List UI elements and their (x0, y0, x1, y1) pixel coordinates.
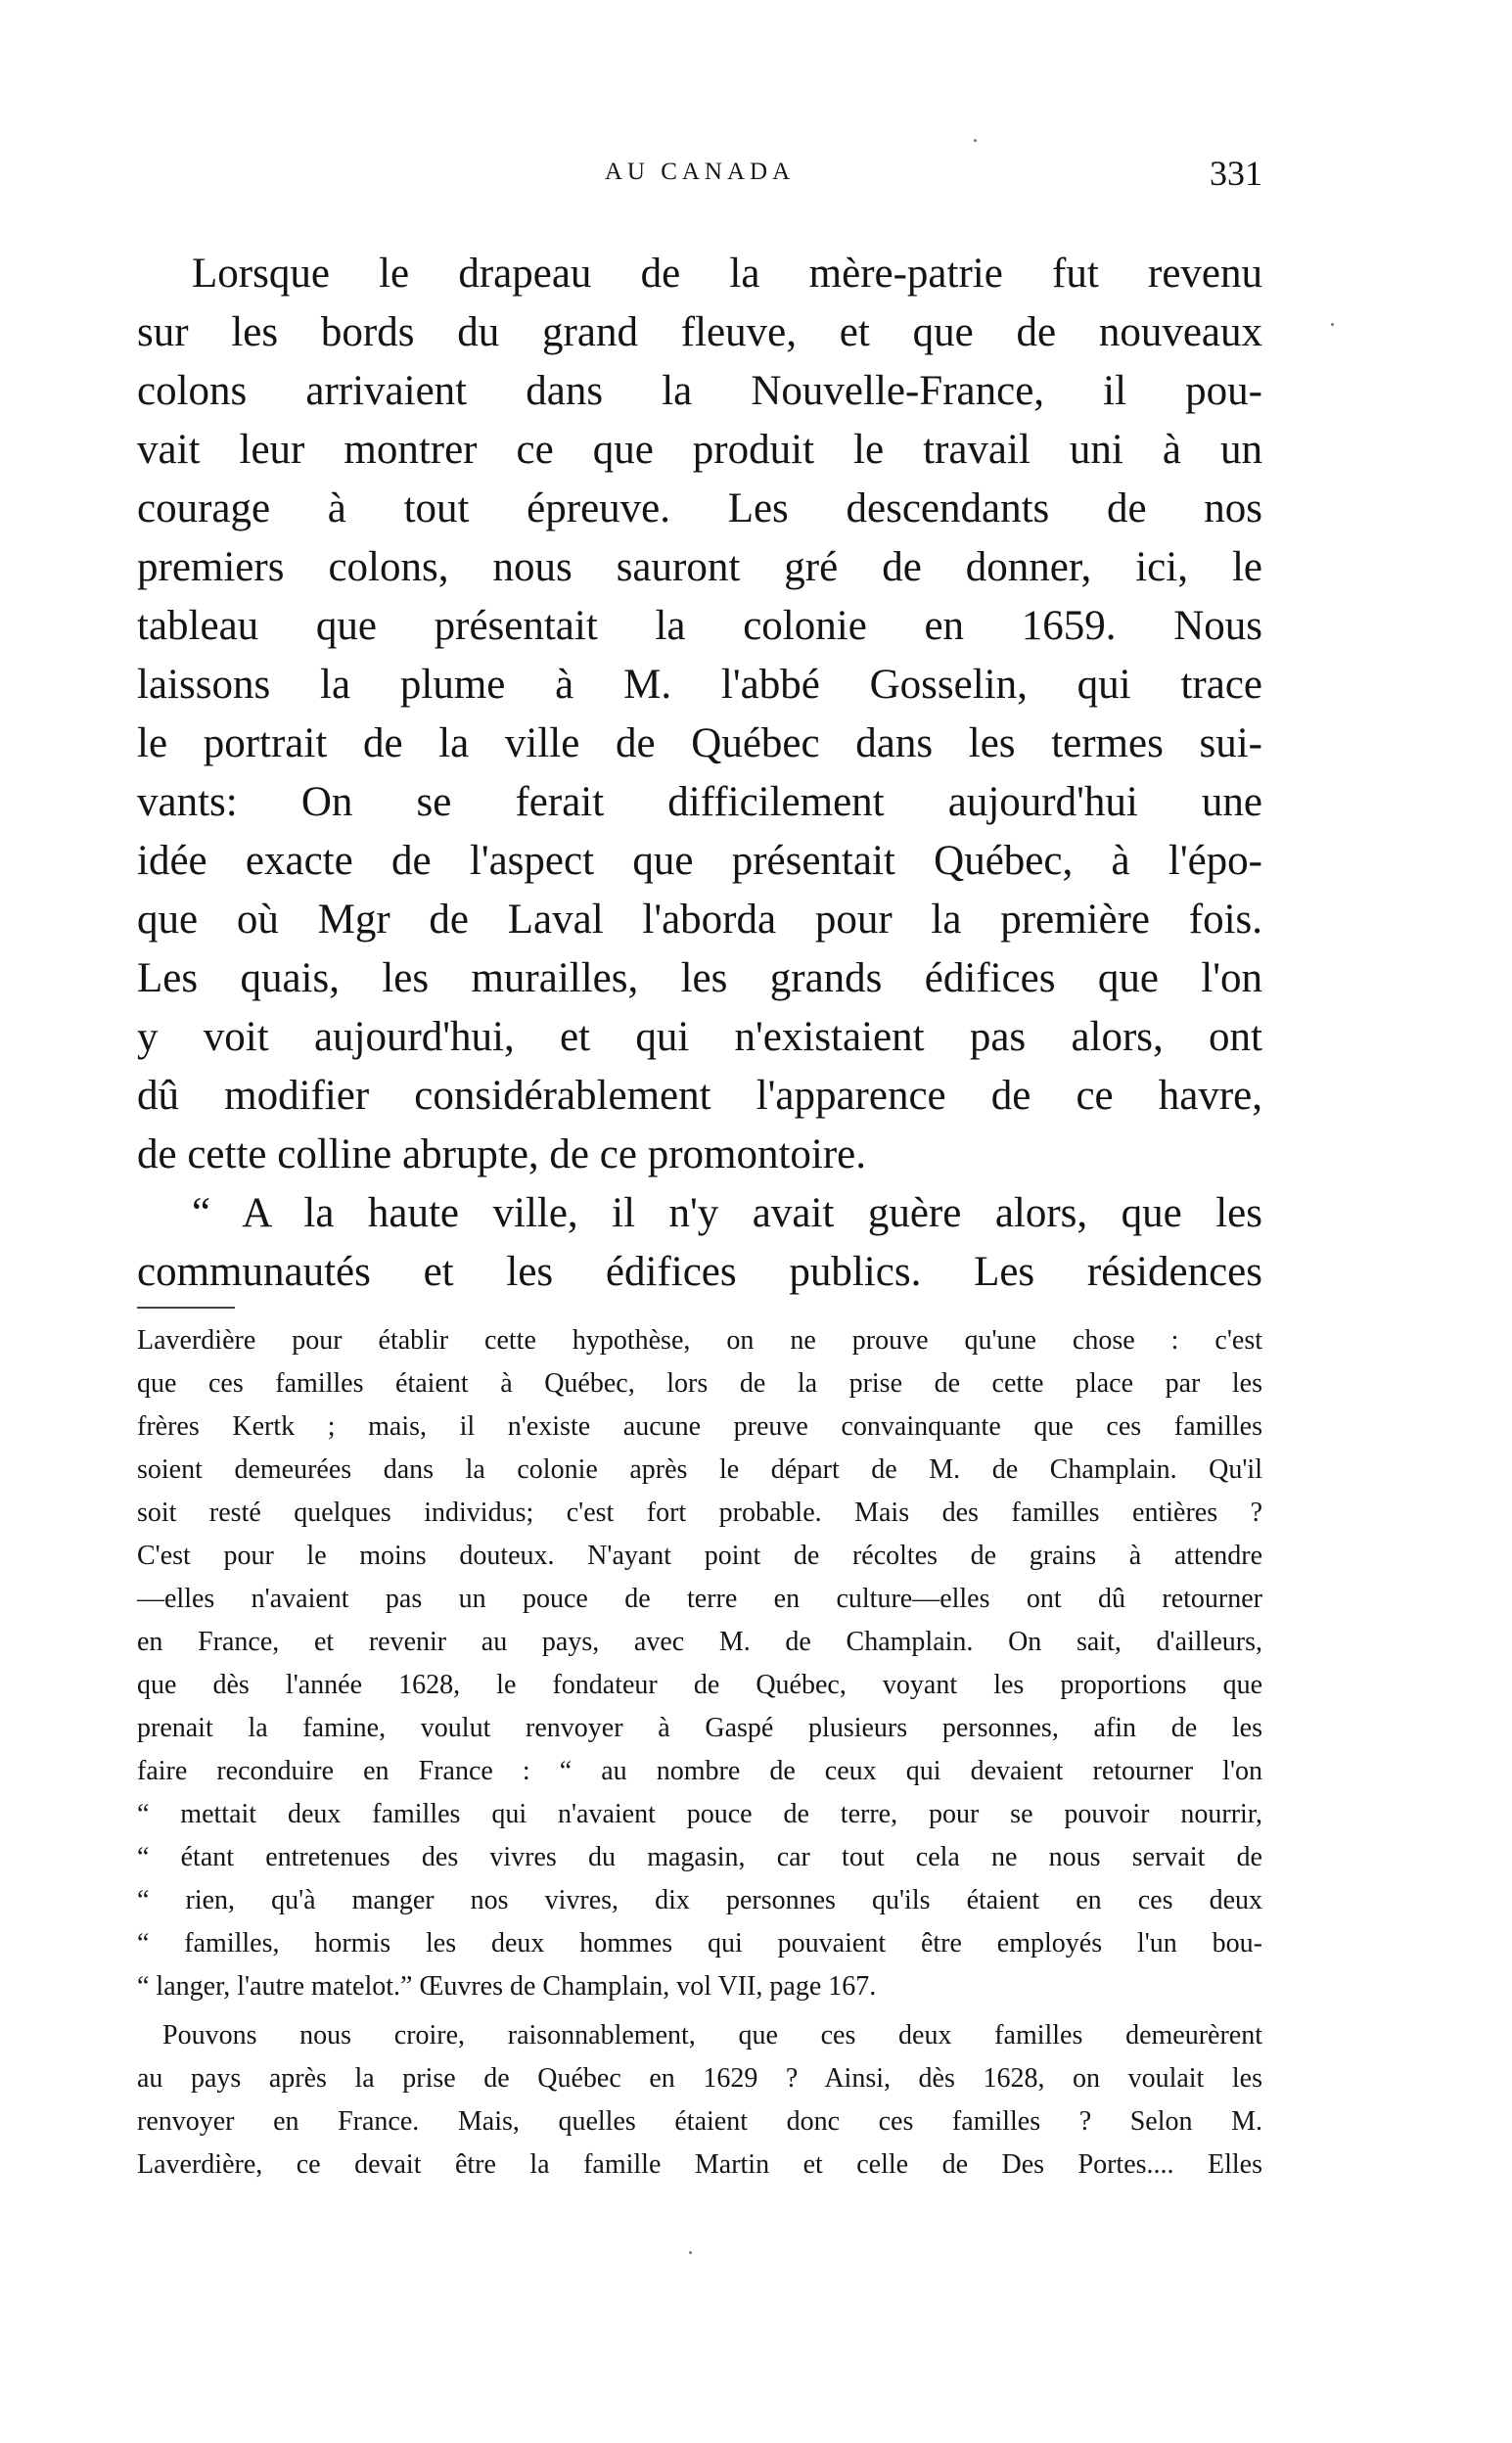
body-line: sur les bords du grand fleuve, et que de nouveaux (137, 309, 1262, 355)
footnote-line: “ étant entretenues des vivres du magasin, car tout cela ne nous servait de (137, 1842, 1262, 1872)
footnote-line: renvoyer en France. Mais, quelles étaient donc ces familles ? Selon M. (137, 2106, 1262, 2137)
body-line: vants: On se ferait difficilement aujourd'hui une (137, 779, 1262, 825)
footnote-line: frères Kertk ; mais, il n'existe aucune preuve convainquante que ces familles (137, 1411, 1262, 1442)
body-line: tableau que présentait la colonie en 1659. Nous (137, 603, 1262, 649)
footnote-line: que ces familles étaient à Québec, lors de la prise de cette place par les (137, 1368, 1262, 1399)
footnote-separator (137, 1307, 235, 1309)
body-line: vait leur montrer ce que produit le travail uni à un (137, 427, 1262, 473)
footnote-line: Pouvons nous croire, raisonnablement, que ces deux familles demeurèrent (162, 2020, 1262, 2051)
body-line: colons arrivaient dans la Nouvelle-France, il pou- (137, 368, 1262, 414)
running-head: AU CANADA (604, 159, 796, 185)
body-line: que où Mgr de Laval l'aborda pour la première fois. (137, 897, 1262, 943)
body-line: dû modifier considérablement l'apparence de ce havre, (137, 1073, 1262, 1119)
footnote-line: “ rien, qu'à manger nos vivres, dix personnes qu'ils étaient en ces deux (137, 1885, 1262, 1915)
footnote-line: “ langer, l'autre matelot.” Œuvres de Champlain, vol VII, page 167. (137, 1971, 877, 2002)
footnote-line: prenait la famine, voulut renvoyer à Gaspé plusieurs personnes, afin de les (137, 1713, 1262, 1743)
body-line: de cette colline abrupte, de ce promontoire. (137, 1131, 867, 1177)
body-line: le portrait de la ville de Québec dans les termes sui- (137, 720, 1262, 766)
footnote-line: au pays après la prise de Québec en 1629 ? Ainsi, dès 1628, on voulait les (137, 2063, 1262, 2094)
paper-speck (974, 139, 977, 142)
footnote-line: Laverdière pour établir cette hypothèse, on ne prouve qu'une chose : c'est (137, 1325, 1262, 1356)
body-line: Lorsque le drapeau de la mère-patrie fut revenu (192, 251, 1262, 297)
footnote-line: Laverdière, ce devait être la famille Martin et celle de Des Portes.... Elles (137, 2149, 1262, 2180)
footnote-line: —elles n'avaient pas un pouce de terre en culture—elles ont dû retourner (137, 1584, 1262, 1614)
body-line: premiers colons, nous sauront gré de donner, ici, le (137, 544, 1262, 590)
footnote-line: soit resté quelques individus; c'est fort probable. Mais des familles entières ? (137, 1498, 1262, 1528)
footnote-line: “ mettait deux familles qui n'avaient pouce de terre, pour se pouvoir nourrir, (137, 1799, 1262, 1829)
footnote-line: soient demeurées dans la colonie après le départ de M. de Champlain. Qu'il (137, 1454, 1262, 1485)
body-line: laissons la plume à M. l'abbé Gosselin, qui trace (137, 662, 1262, 708)
footnote-line: que dès l'année 1628, le fondateur de Québec, voyant les proportions que (137, 1670, 1262, 1700)
body-line: communautés et les édifices publics. Les résidences (137, 1249, 1262, 1295)
footnote-line: C'est pour le moins douteux. N'ayant point de récoltes de grains à attendre (137, 1541, 1262, 1571)
body-line: y voit aujourd'hui, et qui n'existaient pas alors, ont (137, 1014, 1262, 1060)
body-line: Les quais, les murailles, les grands édifices que l'on (137, 955, 1262, 1001)
paper-speck (1331, 323, 1334, 326)
body-line: idée exacte de l'aspect que présentait Québec, à l'épo- (137, 838, 1262, 884)
body-line: “ A la haute ville, il n'y avait guère alors, que les (192, 1190, 1262, 1236)
page-number: 331 (1210, 154, 1262, 193)
body-line: courage à tout épreuve. Les descendants de nos (137, 485, 1262, 531)
paper-speck (689, 2251, 692, 2254)
page-header (137, 154, 1262, 198)
footnote-line: en France, et revenir au pays, avec M. de Champlain. On sait, d'ailleurs, (137, 1627, 1262, 1657)
footnote-line: “ familles, hormis les deux hommes qui pouvaient être employés l'un bou- (137, 1928, 1262, 1959)
footnote-line: faire reconduire en France : “ au nombre de ceux qui devaient retourner l'on (137, 1756, 1262, 1786)
